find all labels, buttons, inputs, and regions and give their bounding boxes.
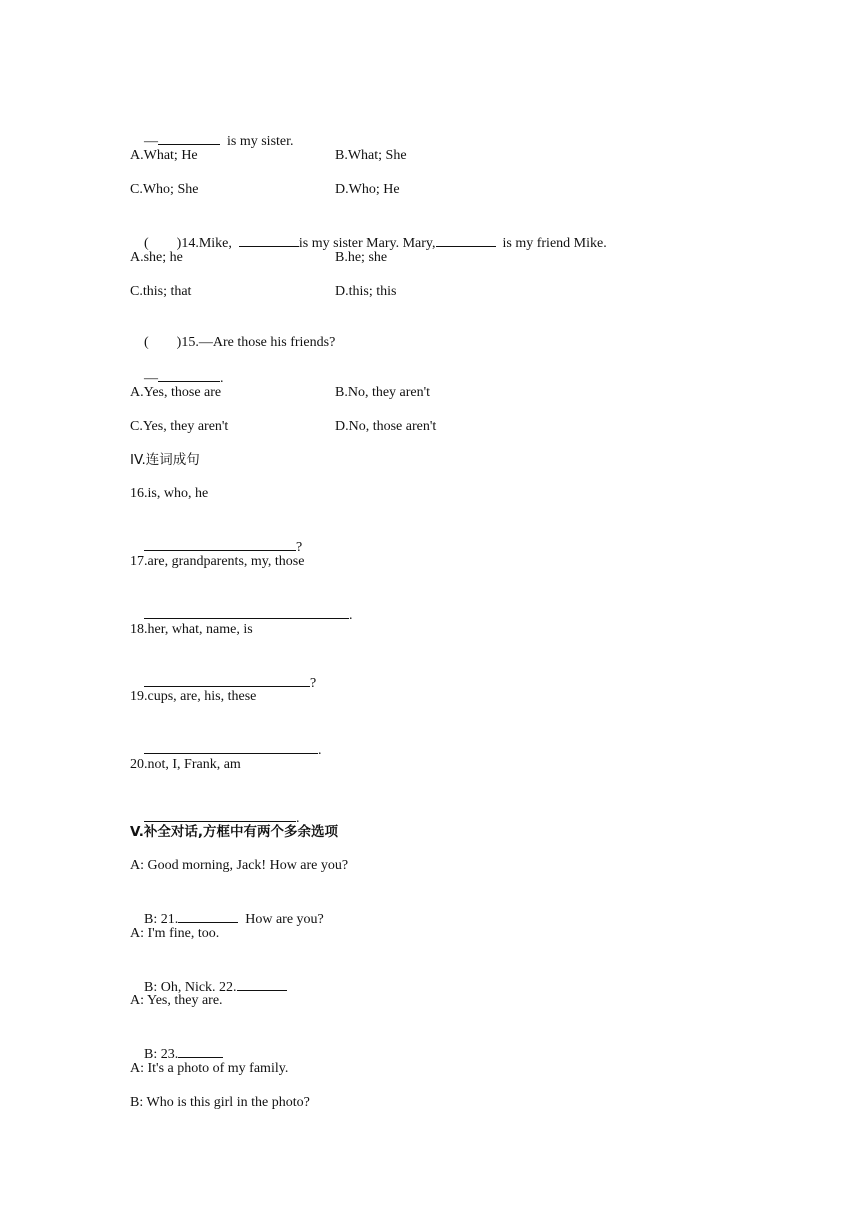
- q13-option-b: B.What; She: [335, 148, 407, 163]
- q15-option-a: A.Yes, those are: [130, 385, 222, 400]
- q13-option-a: A.What; He: [130, 148, 198, 163]
- q17-answer-line: .: [130, 587, 353, 643]
- q14-blank-1[interactable]: [239, 233, 299, 247]
- dialogue-line-7: A: It's a photo of my family.: [130, 1061, 289, 1076]
- q23-blank[interactable]: [178, 1044, 223, 1058]
- q17-words: 17.are, grandparents, my, those: [130, 554, 305, 569]
- dialogue-line-1: A: Good morning, Jack! How are you?: [130, 858, 349, 873]
- q18-words: 18.her, what, name, is: [130, 622, 253, 637]
- q15-option-c: C.Yes, they aren't: [130, 419, 229, 434]
- dialogue-line-22: B: Oh, Nick. 22.: [130, 959, 287, 1015]
- q13-blank[interactable]: [158, 131, 220, 145]
- q22-blank[interactable]: [237, 977, 287, 991]
- q14-blank-2[interactable]: [436, 233, 496, 247]
- q15-question: ( )15.—Are those his friends?: [144, 335, 336, 350]
- q16-answer-line: ?: [130, 519, 302, 575]
- q14-option-c: C.this; that: [130, 284, 192, 299]
- dialogue-line-21: B: 21. How are you?: [130, 891, 324, 947]
- q15-option-d: D.No, those aren't: [335, 419, 437, 434]
- q15-answer-line: — .: [130, 350, 224, 406]
- dialogue-line-23: B: 23.: [130, 1026, 223, 1082]
- q15-option-b: B.No, they aren't: [335, 385, 431, 400]
- q20-words: 20.not, I, Frank, am: [130, 757, 241, 772]
- section-5-title: V.补全对话,方框中有两个多余选项: [130, 824, 338, 840]
- q19-blank[interactable]: [144, 740, 318, 754]
- q14-question: ( )14.Mike, is my sister Mary. Mary, is my friend Mike.: [130, 215, 607, 271]
- q20-answer-line: .: [130, 790, 300, 846]
- q13-answer-line: — is my sister.: [130, 113, 294, 169]
- q15-blank[interactable]: [158, 368, 220, 382]
- dialogue-line-3: A: I'm fine, too.: [130, 926, 220, 941]
- q14-option-a: A.she; he: [130, 250, 183, 265]
- q13-option-c: C.Who; She: [130, 182, 199, 197]
- q19-words: 19.cups, are, his, these: [130, 689, 257, 704]
- q16-words: 16.is, who, he: [130, 486, 209, 501]
- q21-blank[interactable]: [178, 909, 238, 923]
- q18-answer-line: ?: [130, 655, 316, 711]
- q20-blank[interactable]: [144, 808, 296, 822]
- q14-option-d: D.this; this: [335, 284, 397, 299]
- q13-option-d: D.Who; He: [335, 182, 400, 197]
- dialogue-line-8: B: Who is this girl in the photo?: [130, 1095, 310, 1110]
- q19-answer-line: .: [130, 722, 322, 778]
- q18-blank[interactable]: [144, 673, 310, 687]
- q17-blank[interactable]: [144, 605, 349, 619]
- q14-option-b: B.he; she: [335, 250, 388, 265]
- q16-blank[interactable]: [144, 537, 296, 551]
- section-4-title: IV.连词成句: [130, 452, 200, 468]
- dialogue-line-5: A: Yes, they are.: [130, 993, 223, 1008]
